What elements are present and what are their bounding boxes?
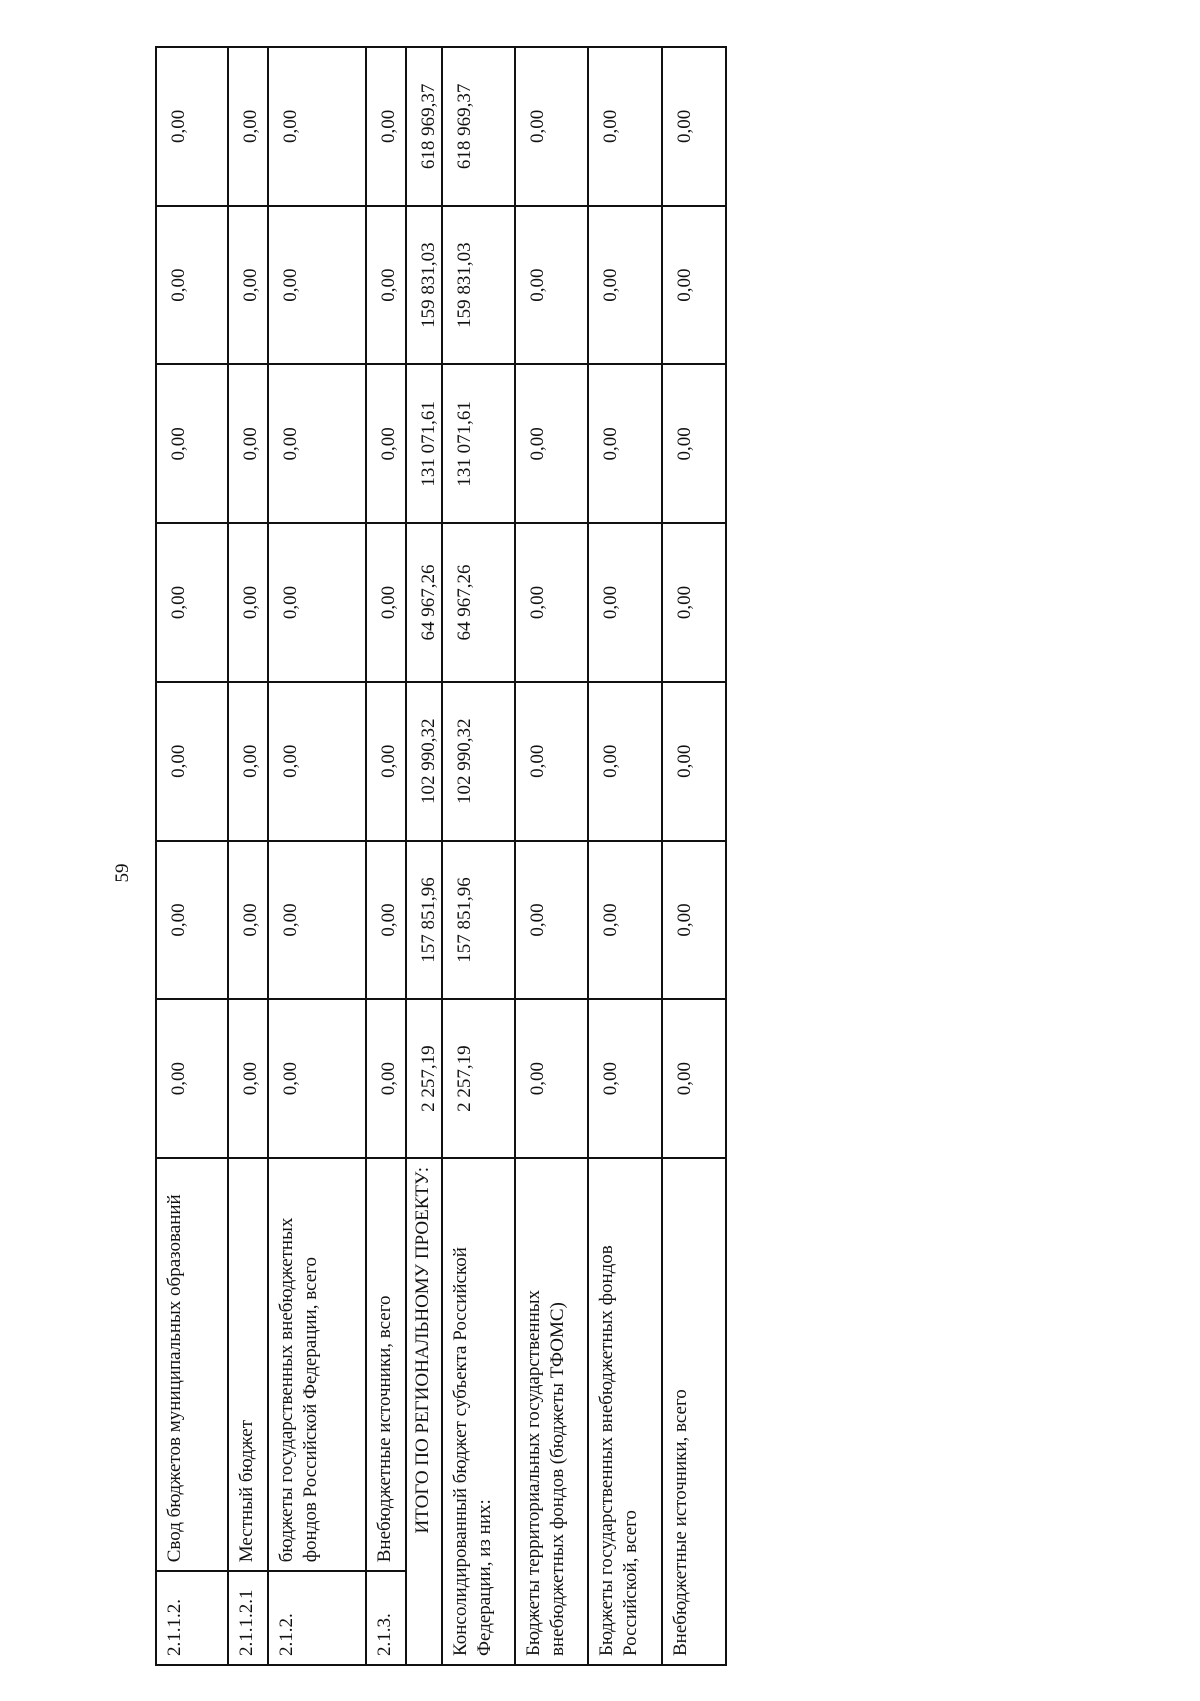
budget-table — [155, 46, 727, 1666]
table-row — [228, 47, 268, 1665]
value-cell: 618 969,37 — [406, 47, 442, 206]
value-cell: 102 990,32 — [442, 682, 515, 841]
value-cell: 0,00 — [228, 999, 268, 1158]
value-cell: 159 831,03 — [442, 206, 515, 365]
value-cell: 0,00 — [156, 999, 228, 1158]
value-cell: 0,00 — [662, 47, 726, 206]
value-cell: 0,00 — [588, 682, 662, 841]
table-row — [268, 47, 366, 1665]
table-row — [515, 47, 588, 1665]
value-cell: 0,00 — [156, 682, 228, 841]
row-name: Внебюджетные источники, всего — [662, 1158, 726, 1665]
value-cell: 0,00 — [366, 999, 406, 1158]
value-cell: 2 257,19 — [406, 999, 442, 1158]
total-label: ИТОГО ПО РЕГИОНАЛЬНОМУ ПРОЕКТУ: — [406, 1158, 442, 1665]
row-name: Бюджеты государственных внебюджетных фондов Российской, всего — [588, 1158, 662, 1665]
value-cell: 0,00 — [515, 999, 588, 1158]
value-cell: 0,00 — [515, 841, 588, 1000]
value-cell: 0,00 — [588, 841, 662, 1000]
row-name: Внебюджетные источники, всего — [366, 1158, 406, 1571]
value-cell: 0,00 — [588, 523, 662, 682]
row-name: Консолидированный бюджет субъекта Российской Федерации, из них: — [442, 1158, 515, 1665]
row-name: Свод бюджетов муниципальных образований — [156, 1158, 228, 1571]
value-cell: 0,00 — [228, 682, 268, 841]
row-code: 2.1.1.2.1 — [228, 1571, 268, 1665]
value-cell: 0,00 — [268, 47, 366, 206]
value-cell: 0,00 — [662, 364, 726, 523]
value-cell: 0,00 — [228, 364, 268, 523]
value-cell: 0,00 — [366, 364, 406, 523]
table-row — [442, 47, 515, 1665]
value-cell: 0,00 — [268, 364, 366, 523]
row-name: Бюджеты территориальных государственных внебюджетных фондов (бюджеты ТФОМС) — [515, 1158, 588, 1665]
value-cell: 0,00 — [366, 206, 406, 365]
row-code: 2.1.1.2. — [156, 1571, 228, 1665]
row-code: 2.1.3. — [366, 1571, 406, 1665]
value-cell: 0,00 — [228, 841, 268, 1000]
value-cell: 102 990,32 — [406, 682, 442, 841]
rotated-table-wrapper — [155, 46, 725, 1666]
value-cell: 131 071,61 — [442, 364, 515, 523]
value-cell: 131 071,61 — [406, 364, 442, 523]
value-cell: 0,00 — [588, 999, 662, 1158]
row-code: 2.1.2. — [268, 1571, 366, 1665]
value-cell: 0,00 — [228, 523, 268, 682]
value-cell: 0,00 — [366, 682, 406, 841]
value-cell: 64 967,26 — [442, 523, 515, 682]
value-cell: 0,00 — [366, 841, 406, 1000]
value-cell: 0,00 — [515, 523, 588, 682]
value-cell: 0,00 — [228, 47, 268, 206]
value-cell: 0,00 — [156, 364, 228, 523]
page-number: 59 — [112, 863, 133, 883]
table-row — [662, 47, 726, 1665]
value-cell: 0,00 — [662, 841, 726, 1000]
value-cell: 0,00 — [156, 523, 228, 682]
value-cell: 0,00 — [515, 682, 588, 841]
value-cell: 0,00 — [268, 682, 366, 841]
value-cell: 0,00 — [588, 206, 662, 365]
value-cell: 0,00 — [156, 206, 228, 365]
value-cell: 0,00 — [268, 841, 366, 1000]
table-row — [156, 47, 228, 1665]
value-cell: 2 257,19 — [442, 999, 515, 1158]
value-cell: 0,00 — [515, 47, 588, 206]
row-name: Местный бюджет — [228, 1158, 268, 1571]
value-cell: 0,00 — [662, 523, 726, 682]
value-cell: 0,00 — [366, 47, 406, 206]
value-cell: 159 831,03 — [406, 206, 442, 365]
value-cell: 0,00 — [228, 206, 268, 365]
value-cell: 0,00 — [515, 364, 588, 523]
value-cell: 0,00 — [366, 523, 406, 682]
table-row-total — [406, 47, 442, 1665]
value-cell: 0,00 — [156, 841, 228, 1000]
value-cell: 0,00 — [588, 364, 662, 523]
value-cell: 0,00 — [662, 682, 726, 841]
value-cell: 157 851,96 — [406, 841, 442, 1000]
value-cell: 157 851,96 — [442, 841, 515, 1000]
table-row — [588, 47, 662, 1665]
value-cell: 0,00 — [588, 47, 662, 206]
value-cell: 0,00 — [156, 47, 228, 206]
row-name: бюджеты государственных внебюджетных фондов Российской Федерации, всего — [268, 1158, 366, 1571]
value-cell: 0,00 — [268, 206, 366, 365]
value-cell: 0,00 — [268, 999, 366, 1158]
value-cell: 0,00 — [515, 206, 588, 365]
value-cell: 618 969,37 — [442, 47, 515, 206]
value-cell: 0,00 — [662, 206, 726, 365]
value-cell: 0,00 — [662, 999, 726, 1158]
value-cell: 0,00 — [268, 523, 366, 682]
value-cell: 64 967,26 — [406, 523, 442, 682]
table-row — [366, 47, 406, 1665]
